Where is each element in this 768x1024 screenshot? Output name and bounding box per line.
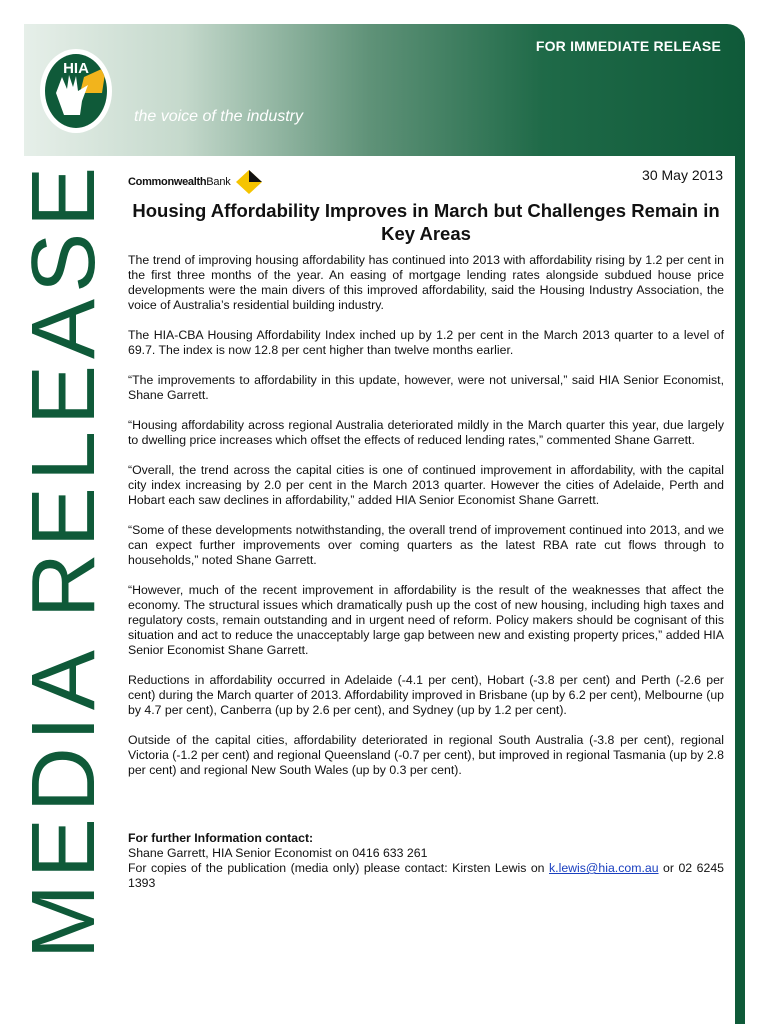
tagline: the voice of the industry bbox=[134, 108, 303, 125]
release-date: 30 May 2013 bbox=[642, 167, 723, 183]
body-paragraph: “The improvements to affordability in this update, however, were not universal,” said HIA Senior Economist, Shane Garrett. bbox=[128, 373, 724, 402]
contact-section bbox=[128, 831, 724, 891]
body-paragraph: “Some of these developments notwithstanding, the overall trend of improvement continued into 2013, and we can expect further improvements over coming quarters as the latest RBA rate cut flows through to households,” noted Shane Garrett. bbox=[128, 523, 724, 567]
body-paragraph: Reductions in affordability occurred in Adelaide (-4.1 per cent), Hobart (-3.8 per cent) and Perth (-2.6 per cent) during the March quarter of 2013. Affordability improved in Brisbane (up by 6.2 per cent), Melbourne (up by 4.7 per cent), Canberra (up by 2.6 per cent), and Sydney (up by 1.2 per cent). bbox=[128, 673, 724, 717]
press-release-body bbox=[128, 253, 724, 793]
hia-logo bbox=[40, 49, 112, 133]
body-paragraph: Outside of the capital cities, affordability deteriorated in regional South Australia (-3.8 per cent), regional Victoria (-1.2 per cent) and regional Queensland (-0.7 per cent), but improved in regional Tasmania (up by 2.8 per cent) and regional New South Wales (up by 0.3 per cent). bbox=[128, 733, 724, 777]
body-paragraph: The HIA-CBA Housing Affordability Index inched up by 1.2 per cent in the March 2013 quarter to a level of 69.7. The index is now 12.8 per cent higher than twelve months earlier. bbox=[128, 328, 724, 357]
contact-line-publications bbox=[128, 861, 724, 891]
contact-line-economist: Shane Garrett, HIA Senior Economist on 0416 633 261 bbox=[128, 846, 428, 860]
sponsor-name-part1: Commonwealth bbox=[128, 176, 207, 188]
contact-email-link[interactable]: k.lewis@hia.com.au bbox=[549, 861, 659, 875]
commonwealth-bank-logo bbox=[128, 170, 263, 194]
body-paragraph: The trend of improving housing affordability has continued into 2013 with affordability rising by 1.2 per cent in the first three months of the year. An easing of mortgage lending rates alongside subdued house price developments were the main divers of this improved affordability, said the Housing Industry Association, the voice of Australia’s residential building industry. bbox=[128, 253, 724, 312]
press-release-title: Housing Affordability Improves in March but Challenges Remain in Key Areas bbox=[132, 200, 720, 244]
media-release-vertical bbox=[8, 160, 120, 960]
body-paragraph: “Housing affordability across regional Australia deteriorated mildly in the March quarter this year, due largely to dwelling price increases which offset the effects of reduced lending rates,” commented Shane Garrett. bbox=[128, 418, 724, 447]
contact-line-suffix: or 02 6245 1393 bbox=[128, 861, 725, 890]
hia-logo-text: HIA bbox=[63, 60, 89, 77]
right-edge-bar bbox=[735, 150, 745, 1024]
contact-line-prefix: For copies of the publication (media only) please contact: Kirsten Lewis on bbox=[128, 861, 550, 875]
release-label: FOR IMMEDIATE RELEASE bbox=[535, 38, 721, 54]
contact-heading: For further Information contact: bbox=[128, 831, 314, 845]
media-release-text: MEDIA RELEASE bbox=[14, 160, 114, 960]
sponsor-name-part2: Bank bbox=[206, 176, 231, 188]
header-banner bbox=[24, 24, 745, 156]
body-paragraph: “However, much of the recent improvement in affordability is the result of the weaknesses that affect the economy. The structural issues which dramatically push up the cost of new housing, including high taxes and regulatory costs, remain outstanding and in urgent need of reform. Policy makers should be cognisant of this situation and act to reduce the unacceptably large gap between new and existing property prices,” added HIA Senior Economist Shane Garrett. bbox=[128, 583, 724, 657]
cba-diamond-icon bbox=[235, 169, 263, 195]
body-paragraph: “Overall, the trend across the capital cities is one of continued improvement in affordability, with the capital city index increasing by 2.0 per cent in the March 2013 quarter. However the cities of Adelaide, Perth and Hobart each saw declines in affordability,” added HIA Senior Economist Shane Garrett. bbox=[128, 463, 724, 507]
